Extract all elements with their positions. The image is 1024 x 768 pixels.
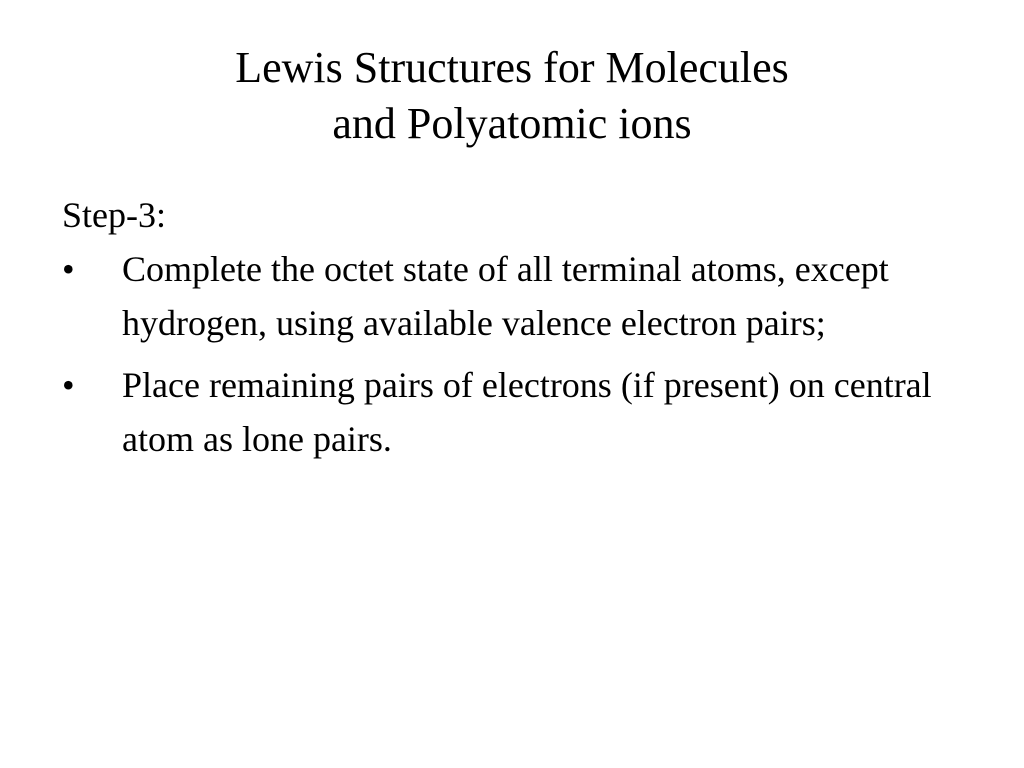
- bullet-icon: •: [62, 249, 75, 289]
- title-line-1: Lewis Structures for Molecules: [235, 43, 789, 92]
- bullet-icon: •: [62, 365, 75, 405]
- bullet-text: Complete the octet state of all terminal atoms, except hydrogen, using available valence electron pairs;: [122, 249, 889, 343]
- step-label: Step-3:: [62, 195, 166, 235]
- slide-title: [0, 40, 1024, 152]
- bullet-item: [62, 358, 982, 466]
- title-line-2: and Polyatomic ions: [332, 99, 692, 148]
- slide-body: [62, 188, 982, 474]
- bullet-item: [62, 242, 982, 350]
- bullet-text: Place remaining pairs of electrons (if present) on central atom as lone pairs.: [122, 365, 932, 459]
- bullet-list: [62, 242, 982, 466]
